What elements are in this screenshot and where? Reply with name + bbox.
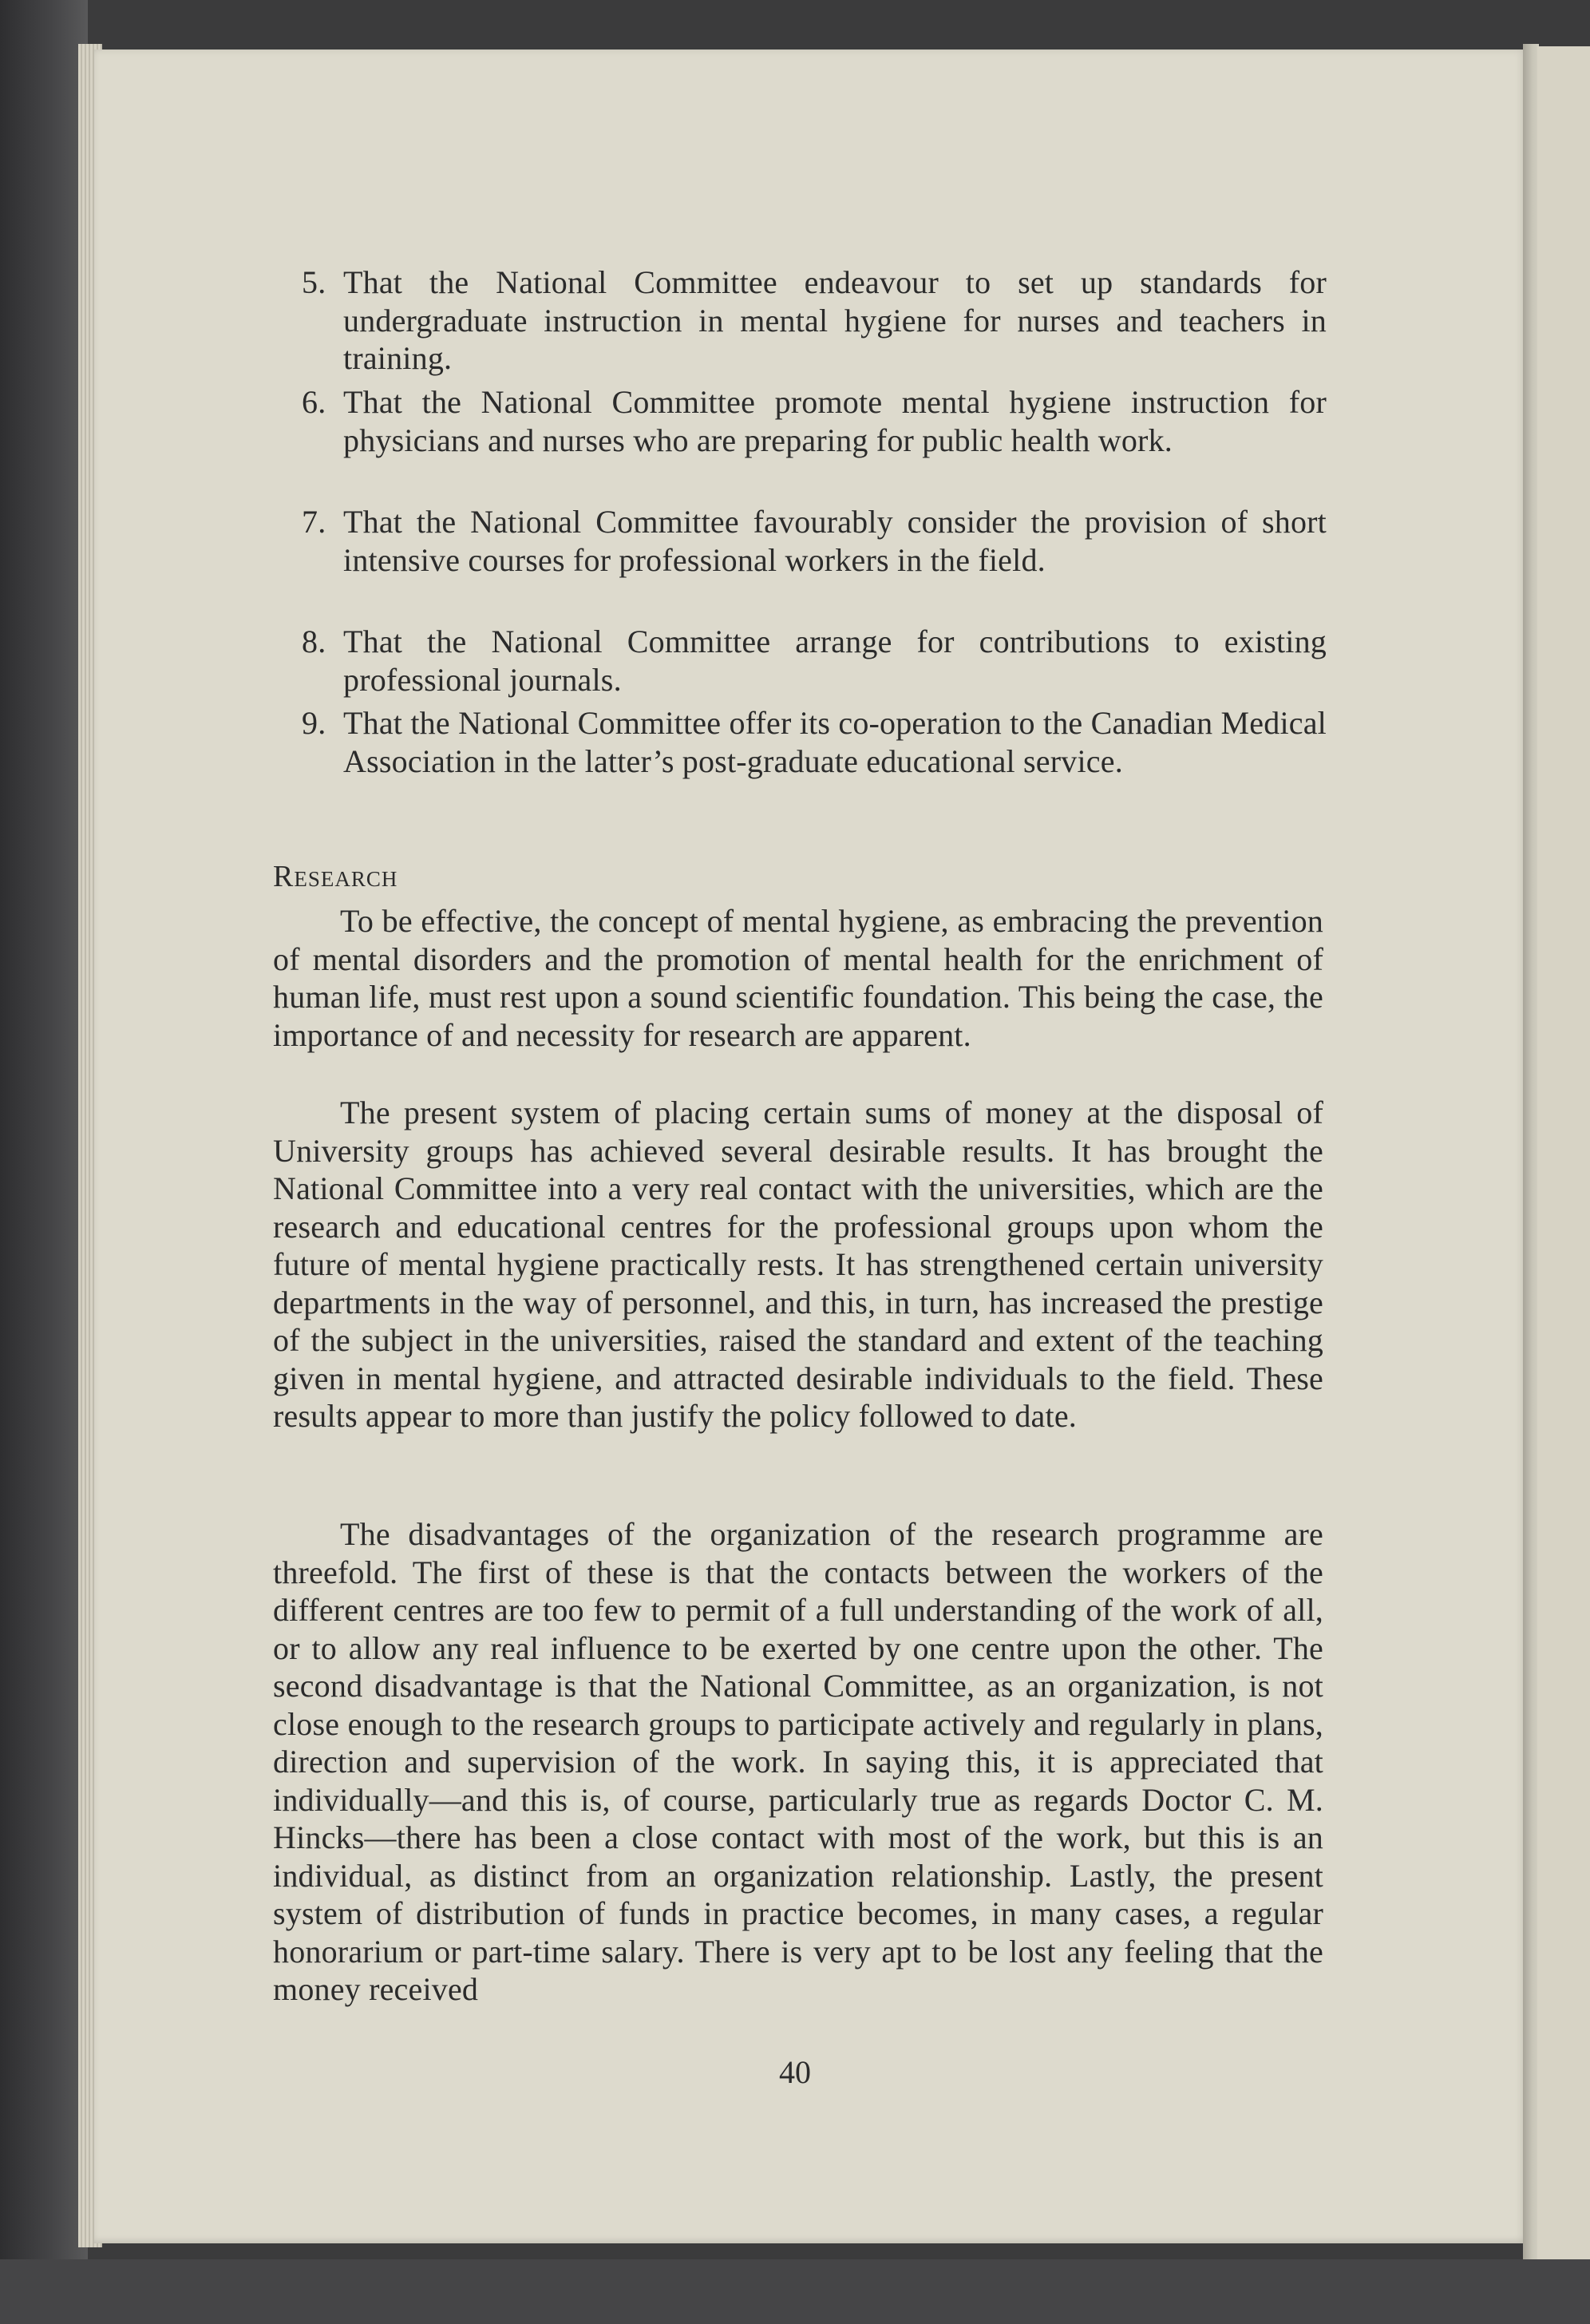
- list-item: [302, 623, 1327, 699]
- list-item: [302, 263, 1327, 378]
- list-item-text: That the National Committee favourably consider the provision of short intensive courses for professional workers in the field.: [343, 504, 1327, 578]
- list-item: [302, 704, 1327, 780]
- book-gutter: [1523, 44, 1539, 2263]
- list-item-number: 7.: [302, 504, 326, 540]
- list-item-number: 8.: [302, 624, 326, 659]
- list-item-text: That the National Committee arrange for contributions to existing professional journals.: [343, 624, 1327, 698]
- facing-page: [1537, 46, 1590, 2282]
- list-item: [302, 383, 1327, 459]
- section-heading: Research: [273, 860, 398, 893]
- list-item-number: 6.: [302, 384, 326, 420]
- scanner-background: [0, 0, 88, 2324]
- list-item-text: That the National Committee offer its co-operation to the Canadian Medical Association in the latter’s post-graduate educational service.: [343, 705, 1327, 779]
- paragraph: The present system of placing certain sums of money at the disposal of University groups has achieved several desirable results. It has brought the National Committee into a very real contact with the universities, which are the research and educational centres for the professional groups upon whom the future of mental hygiene practically rests. It has strengthened certain university departments in the way of personnel, and this, in turn, has increased the prestige of the subject in the universities, raised the standard and extent of the teaching given in mental hygiene, and attracted desirable individuals to the field. These results appear to more than justify the policy followed to date.: [273, 1095, 1323, 1434]
- paragraph: The disadvantages of the organization of the research programme are threefold. The first of these is that the contacts between the workers of the different centres are too few to permit of a full understanding of the work of all, or to allow any real influence to be exerted by one centre upon the other. The second disadvantage is that the National Committee, as an organization, is not close enough to the research groups to participate actively and regularly in plans, direction and supervision of the work. In saying this, it is appreciated that individually—and this is, of course, particularly true as regards Doctor C. M. Hincks—there has been a close contact with most of the work, but this is an individual, as distinct from an organization relationship. Lastly, the present system of distribution of funds in practice becomes, in many cases, a regular honorarium or part-time salary. There is very apt to be lost any feeling that the money received: [273, 1516, 1323, 2007]
- page-number: 40: [779, 2054, 811, 2090]
- list-item-text: That the National Committee promote mental hygiene instruction for physicians and nurses who are preparing for public health work.: [343, 384, 1327, 458]
- list-item-number: 5.: [302, 264, 326, 300]
- paragraph: To be effective, the concept of mental hygiene, as embracing the prevention of mental disorders and the promotion of mental health for the enrichment of human life, must rest upon a sound scientific foundation. This being the case, the importance of and necessity for research are apparent.: [273, 903, 1323, 1053]
- scanner-background-bottom: [0, 2259, 1590, 2324]
- list-item-number: 9.: [302, 705, 326, 741]
- list-item: [302, 503, 1327, 579]
- list-item-text: That the National Committee endeavour to set up standards for undergraduate instruction in mental hygiene for nurses and teachers in training.: [343, 264, 1327, 376]
